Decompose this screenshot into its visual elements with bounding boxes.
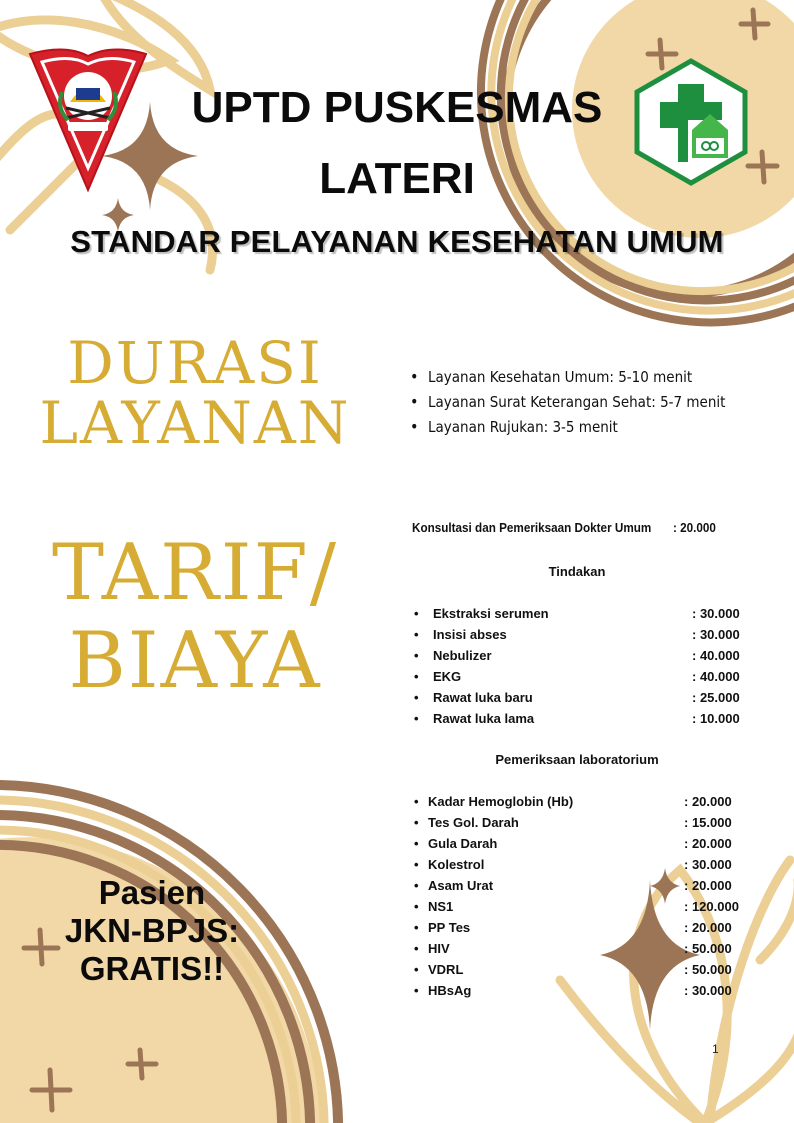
lab-price: : 20.000 (684, 920, 732, 935)
tarif-heading-line2: BIAYA (68, 616, 322, 706)
tindakan-list (414, 603, 754, 729)
list-item: • VDRL : 50.000 (414, 959, 754, 980)
tindakan-name: Ekstraksi serumen (433, 606, 549, 621)
puskesmas-cross-house-icon (632, 58, 750, 186)
lab-price: : 20.000 (684, 836, 732, 851)
page-title-line1: UPTD PUSKESMAS (191, 83, 603, 132)
lab-price: : 15.000 (684, 815, 732, 830)
durasi-item: • Layanan Rujukan: 3-5 menit (410, 414, 725, 439)
lab-price: : 50.000 (684, 941, 732, 956)
list-item: • EKG : 40.000 (414, 666, 754, 687)
durasi-item: • Layanan Surat Keterangan Sehat: 5-7 menit (410, 389, 725, 414)
lab-name: NS1 (428, 899, 454, 914)
lab-price: : 120.000 (684, 899, 739, 914)
tindakan-price: : 30.000 (692, 606, 740, 621)
konsultasi-price: : 20.000 (673, 520, 716, 535)
list-item: • HIV : 50.000 (414, 938, 754, 959)
lab-heading: Pemeriksaan laboratorium (495, 752, 659, 767)
bpjs-line1: Pasien (98, 874, 206, 911)
tarif-heading-line1: TARIF/ (51, 528, 339, 618)
durasi-heading (10, 329, 380, 457)
lab-list (414, 791, 754, 1001)
durasi-item: • Layanan Kesehatan Umum: 5-10 menit (410, 364, 725, 389)
page-title-line2: LATERI (319, 154, 475, 203)
konsultasi-name: Konsultasi dan Pemeriksaan Dokter Umum (412, 520, 652, 535)
lab-name: Tes Gol. Darah (428, 815, 519, 830)
durasi-heading-line2: LAYANAN (39, 389, 351, 457)
page-subtitle: STANDAR PELAYANAN KESEHATAN UMUM (70, 224, 724, 259)
tindakan-price: : 40.000 (692, 669, 740, 684)
list-item: • Rawat luka baru : 25.000 (414, 687, 754, 708)
lab-name: PP Tes (428, 920, 471, 935)
lab-price: : 20.000 (684, 794, 732, 809)
lab-name: Asam Urat (428, 878, 494, 893)
lab-price: : 20.000 (684, 878, 732, 893)
lab-name: Gula Darah (428, 836, 498, 851)
tindakan-name: Insisi abses (433, 627, 507, 642)
lab-name: Kolestrol (428, 857, 485, 872)
list-item: • Tes Gol. Darah : 15.000 (414, 812, 754, 833)
list-item: • Kadar Hemoglobin (Hb) : 20.000 (414, 791, 754, 812)
durasi-heading-line1: DURASI (67, 329, 323, 397)
lab-price: : 30.000 (684, 983, 732, 998)
regional-emblem-icon (26, 42, 150, 192)
list-item: • Insisi abses : 30.000 (414, 624, 754, 645)
bpjs-line3: GRATIS!! (79, 950, 225, 987)
list-item: • NS1 : 120.000 (414, 896, 754, 917)
konsultasi-fee-row (412, 520, 716, 540)
list-item: • Gula Darah : 20.000 (414, 833, 754, 854)
list-item: • PP Tes : 20.000 (414, 917, 754, 938)
tindakan-name: Rawat luka baru (433, 690, 533, 705)
list-item: • Ekstraksi serumen : 30.000 (414, 603, 754, 624)
list-item: • HBsAg : 30.000 (414, 980, 754, 1001)
page-number: 1 (712, 1042, 719, 1056)
lab-name: Kadar Hemoglobin (Hb) (428, 794, 574, 809)
tindakan-heading: Tindakan (548, 564, 606, 579)
tindakan-name: EKG (433, 669, 462, 684)
tarif-heading (10, 528, 380, 710)
lab-price: : 50.000 (684, 962, 732, 977)
list-item: • Nebulizer : 40.000 (414, 645, 754, 666)
bpjs-gratis-note (52, 874, 252, 988)
lab-name: HBsAg (428, 983, 472, 998)
list-item: • Kolestrol : 30.000 (414, 854, 754, 875)
bpjs-line2: JKN-BPJS: (64, 912, 240, 949)
tindakan-name: Rawat luka lama (433, 711, 535, 726)
durasi-list (410, 364, 725, 439)
tindakan-price: : 10.000 (692, 711, 740, 726)
tindakan-name: Nebulizer (433, 648, 492, 663)
list-item: • Asam Urat : 20.000 (414, 875, 754, 896)
lab-price: : 30.000 (684, 857, 732, 872)
tindakan-price: : 30.000 (692, 627, 740, 642)
lab-name: VDRL (428, 962, 464, 977)
tindakan-price: : 40.000 (692, 648, 740, 663)
lab-name: HIV (428, 941, 450, 956)
tindakan-price: : 25.000 (692, 690, 740, 705)
list-item: • Rawat luka lama : 10.000 (414, 708, 754, 729)
